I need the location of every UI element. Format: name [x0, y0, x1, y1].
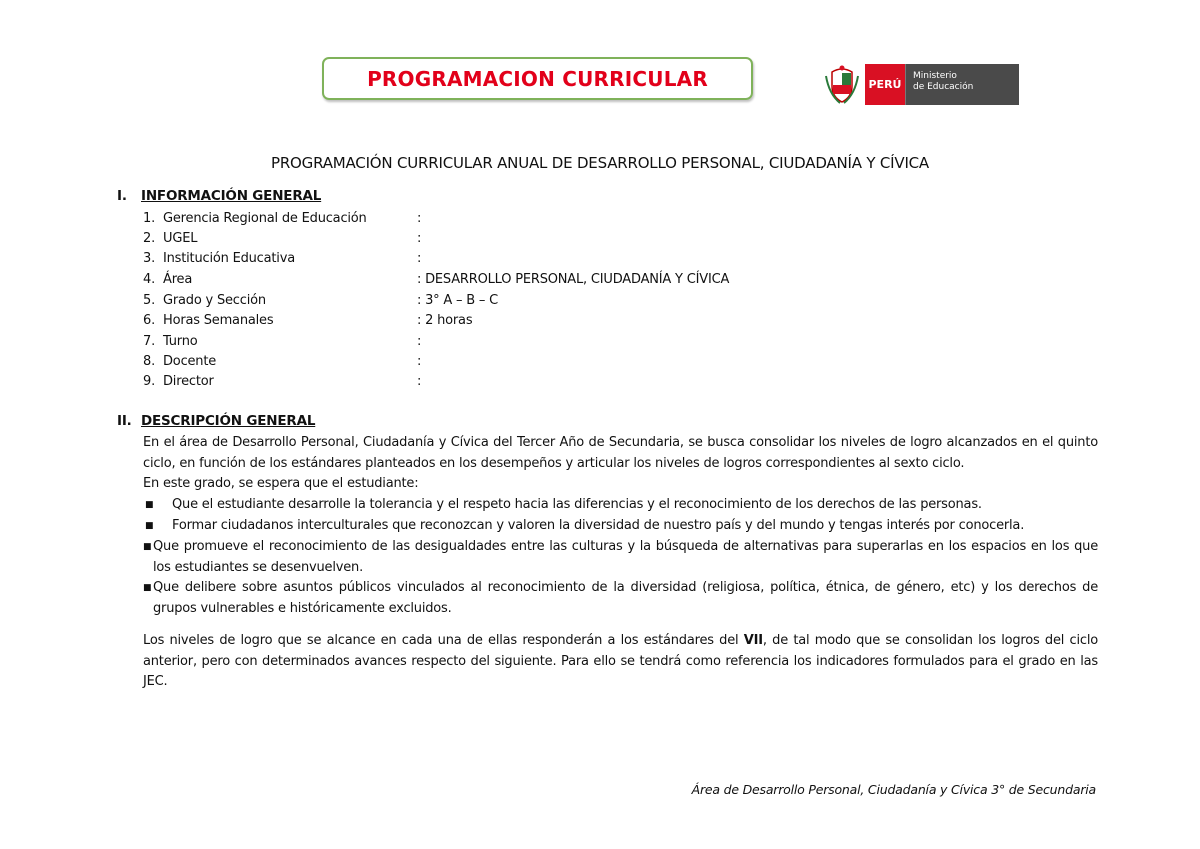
info-row-value: : 3° A – B – C: [417, 293, 499, 308]
info-row-number: 5.: [143, 293, 156, 308]
logo-ministry-label: [905, 64, 1019, 105]
info-row-value: : 2 horas: [417, 313, 473, 328]
logo-country-label: PERÚ: [865, 64, 905, 105]
info-row-label: Área: [163, 272, 193, 287]
banner-box: [322, 57, 753, 100]
description-closing: [143, 631, 1098, 693]
info-row-value: : DESARROLLO PERSONAL, CIUDADANÍA Y CÍVICA: [417, 272, 730, 287]
list-item-text: Que el estudiante desarrolle la tolerancia y el respeto hacia las diferencias y el reconocimiento de los derechos de las personas.: [172, 497, 982, 512]
coat-of-arms-icon: [825, 64, 859, 105]
info-row-5: [143, 293, 498, 308]
closing-text-a: Los niveles de logro que se alcance en cada una de ellas responderán a los estándares del: [143, 633, 744, 648]
info-row-value: :: [417, 211, 422, 226]
list-item: [143, 516, 1098, 537]
description-lead: En este grado, se espera que el estudiante:: [143, 476, 419, 491]
info-row-9: [143, 374, 421, 389]
document-title: PROGRAMACIÓN CURRICULAR ANUAL DE DESARROLLO PERSONAL, CIUDADANÍA Y CÍVICA: [270, 154, 929, 172]
info-row-label: Institución Educativa: [163, 251, 295, 266]
bullet-square-icon: ■: [145, 521, 154, 531]
list-item: [143, 495, 1098, 516]
info-row-number: 4.: [143, 272, 156, 287]
info-row-value: :: [417, 354, 422, 369]
info-row-value: :: [417, 374, 422, 389]
info-row-number: 3.: [143, 251, 156, 266]
info-row-2: [143, 231, 421, 246]
info-row-label: Director: [163, 374, 214, 389]
info-row-label: Docente: [163, 354, 217, 369]
info-row-value: :: [417, 251, 422, 266]
list-item: [143, 578, 1098, 620]
info-row-8: [143, 354, 421, 369]
section-1-title: [117, 188, 321, 204]
section-2-number: II.: [117, 413, 132, 429]
info-row-label: Turno: [163, 334, 198, 349]
info-row-1: [143, 211, 421, 226]
info-row-number: 7.: [143, 334, 156, 349]
info-row-7: [143, 334, 421, 349]
list-item: [143, 537, 1098, 579]
bullet-square-icon: ■: [143, 583, 152, 593]
description-intro: En el área de Desarrollo Personal, Ciudadanía y Cívica del Tercer Año de Secundaria, se busca consolidar los niveles de logro alcanzados en el quinto ciclo, en función de los estándares planteados en los desempeños y articular los niveles de logros correspondientes al sexto ciclo.: [143, 435, 1098, 471]
logo-ministry-line2: de Educación: [913, 82, 974, 92]
ministry-logo: [825, 64, 1019, 105]
section-2-heading: DESCRIPCIÓN GENERAL: [141, 413, 316, 429]
logo-ministry-line1: Ministerio: [913, 71, 957, 81]
info-row-label: UGEL: [163, 231, 198, 246]
section-2-title: [117, 413, 315, 429]
info-row-value: :: [417, 334, 422, 349]
info-row-value: :: [417, 231, 422, 246]
info-row-number: 8.: [143, 354, 156, 369]
info-row-4: [143, 272, 729, 287]
info-row-number: 1.: [143, 211, 156, 226]
section-1-number: I.: [117, 188, 127, 204]
info-row-number: 9.: [143, 374, 156, 389]
closing-text-b: , de tal modo que se consolidan los logros del ciclo anterior, pero con determinados avances respecto del siguiente. Para ello se tendrá como referencia los indicadores formulados para el grado en las JEC.: [143, 633, 1098, 689]
banner-title: PROGRAMACION CURRICULAR: [367, 66, 708, 91]
info-row-label: Gerencia Regional de Educación: [163, 211, 367, 226]
info-row-3: [143, 251, 421, 266]
info-row-number: 6.: [143, 313, 156, 328]
info-row-label: Grado y Sección: [163, 293, 266, 308]
info-row-label: Horas Semanales: [163, 313, 274, 328]
bullet-square-icon: ■: [145, 500, 154, 510]
bullet-square-icon: ■: [143, 542, 152, 552]
closing-text-bold: VII: [743, 633, 763, 648]
page-footer: Área de Desarrollo Personal, Ciudadanía y Cívica 3° de Secundaria: [691, 782, 1096, 797]
list-item-text: Que delibere sobre asuntos públicos vinculados al reconocimiento de la diversidad (religiosa, política, étnica, de género, etc) y los derechos de grupos vulnerables e históricamente excluidos.: [153, 580, 1098, 616]
info-row-6: [143, 313, 472, 328]
info-row-number: 2.: [143, 231, 156, 246]
list-item-text: Formar ciudadanos interculturales que reconozcan y valoren la diversidad de nuestro país y del mundo y tengas interés por conocerla.: [172, 518, 1025, 533]
section-1-heading: INFORMACIÓN GENERAL: [141, 188, 322, 204]
list-item-text: Que promueve el reconocimiento de las desigualdades entre las culturas y la búsqueda de alternativas para superarlas en los espacios en los que los estudiantes se desenvuelven.: [153, 539, 1098, 575]
